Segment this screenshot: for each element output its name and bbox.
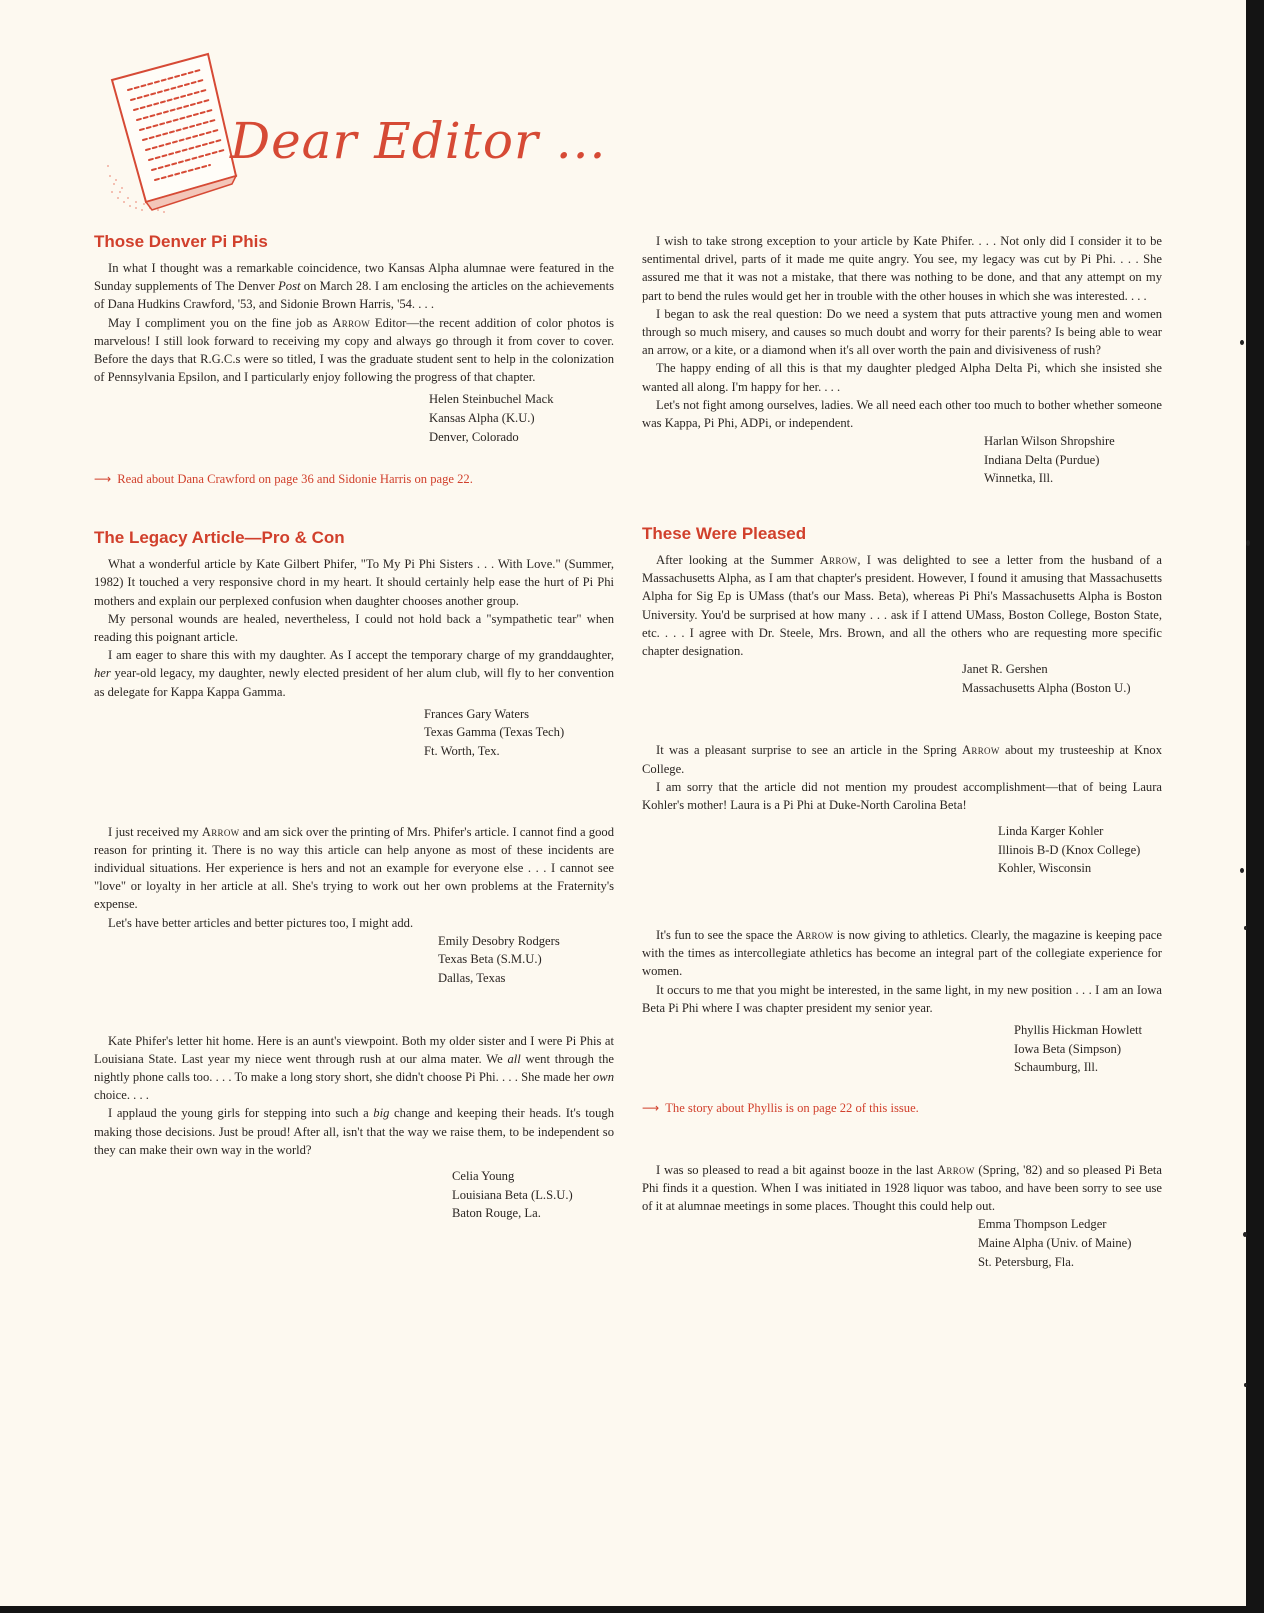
- arrow-right-icon: ⟶: [642, 1100, 660, 1115]
- letter-paragraph: My personal wounds are healed, nevertheless, I could not hold back a "sympathetic tear" when reading this poignant article.: [94, 611, 614, 645]
- letter-paragraph: Let's not fight among ourselves, ladies. We all need each other too much to bother whether someone was Kappa, Pi Phi, ADPi, or independent.: [642, 397, 1162, 431]
- letter-paragraph: I just received my Arrow and am sick over the printing of Mrs. Phifer's article. I cannot find a good reason for printing it. There is no way this article can help anyone as most of these incidents are individual situations. Her experience is hers and not an example for everyone else . . . I cannot see "love" or loyalty in her article at all. She's trying to work out her own problems at the Fraternity's expense.: [94, 824, 614, 912]
- letter-rodgers: [94, 823, 614, 932]
- letter-paragraph: Let's have better articles and better pictures too, I might add.: [108, 915, 414, 930]
- signature-ledger: [978, 1215, 1162, 1271]
- note-text: The story about Phyllis is on page 22 of this issue.: [665, 1100, 919, 1115]
- page-edge: [1246, 0, 1264, 1613]
- signature-line: Frances Gary Waters: [424, 706, 530, 721]
- letter-paragraph: What a wonderful article by Kate Gilbert Phifer, "To My Pi Phi Sisters . . . With Love." (Summer, 1982) It touched a very responsive chord in my heart. It should certainly help ease the hurt of Pi Phi mothers and explain our perplexed confusion when daughter chooses another group.: [94, 557, 614, 608]
- letter-paragraph: In what I thought was a remarkable coincidence, two Kansas Alpha alumnae were featured in the Sunday supplements of The Denver Post on March 28. I am enclosing the articles on the achievements of Dana Hudkins Crawford, '53, and Sidonie Brown Harris, '54. . . .: [94, 261, 614, 312]
- signature-line: Helen Steinbuchel Mack: [429, 392, 554, 407]
- signature-young: [452, 1167, 614, 1223]
- speck: [1246, 540, 1250, 546]
- signature-line: Indiana Delta (Purdue): [984, 452, 1100, 467]
- signature-line: Baton Rouge, La.: [452, 1206, 541, 1221]
- signature-line: Texas Beta (S.M.U.): [438, 952, 542, 967]
- letter-mack: [94, 259, 614, 386]
- signature-kohler: [998, 822, 1162, 878]
- signature-line: Schaumburg, Ill.: [1014, 1060, 1099, 1075]
- letter-ledger: [642, 1161, 1162, 1216]
- signature-line: Celia Young: [452, 1169, 515, 1184]
- signature-line: Louisiana Beta (L.S.U.): [452, 1187, 573, 1202]
- letter-gershen: [642, 551, 1162, 660]
- signature-line: Kansas Alpha (K.U.): [429, 411, 535, 426]
- section-title-denver: Those Denver Pi Phis: [94, 232, 268, 251]
- speck: [1244, 1383, 1247, 1387]
- signature-howlett: [1014, 1021, 1162, 1077]
- letter-paragraph: I am sorry that the article did not mention my proudest accomplishment—that of being Laura Kohler's mother! Laura is a Pi Phi at Duke-North Carolina Beta!: [642, 779, 1162, 813]
- signature-waters: [424, 705, 614, 761]
- arrow-right-icon: ⟶: [94, 472, 112, 487]
- signature-line: Illinois B-D (Knox College): [998, 842, 1141, 857]
- signature-line: Linda Karger Kohler: [998, 824, 1104, 839]
- section-title-legacy: The Legacy Article—Pro & Con: [94, 528, 345, 548]
- signature-gershen: [962, 660, 1162, 697]
- signature-line: Phyllis Hickman Howlett: [1014, 1023, 1143, 1038]
- speck: [1244, 926, 1247, 930]
- signature-line: St. Petersburg, Fla.: [978, 1254, 1074, 1269]
- letter-paragraph: May I compliment you on the fine job as Arrow Editor—the recent addition of color photos is marvelous! I still look forward to receiving my copy and always go through it from cover to cover. Before the days that R.G.C.s were so titled, I was the graduate student sent to help in the colonization of Pennsylvania Epsilon, and I particularly enjoy following the progress of that chapter.: [94, 315, 614, 385]
- letter-paragraph: I applaud the young girls for stepping into such a big change and keeping their heads. It's tough making those decisions. Just be proud! After all, isn't that the way we raise them, to be independent so they can make their own way in the world?: [94, 1106, 614, 1157]
- page-reference-note: [642, 1099, 1162, 1117]
- masthead: [100, 52, 607, 222]
- signature-mack: [429, 390, 614, 446]
- letter-paragraph: I began to ask the real question: Do we need a system that puts attractive young men and women through so much misery, and causes so much doubt and worry for their parents? Is being able to wear an arrow, or a kite, or a diamond when it's all over worth the pain and divisiveness of rush?: [642, 306, 1162, 358]
- signature-line: Kohler, Wisconsin: [998, 861, 1092, 876]
- letter-kohler: [642, 741, 1162, 814]
- note-text: Read about Dana Crawford on page 36 and Sidonie Harris on page 22.: [117, 472, 473, 487]
- masthead-title: Dear Editor ...: [230, 112, 607, 170]
- signature-line: Iowa Beta (Simpson): [1014, 1041, 1122, 1056]
- signature-line: Denver, Colorado: [429, 429, 519, 444]
- signature-line: Emma Thompson Ledger: [978, 1217, 1107, 1232]
- letter-paragraph: I am eager to share this with my daughter. As I accept the temporary charge of my granddaughter, her year-old legacy, my daughter, newly elected president of her alum club, will fly to her convention as delegate for Kappa Kappa Gamma.: [94, 648, 614, 699]
- signature-line: Janet R. Gershen: [962, 662, 1048, 677]
- left-column: [94, 232, 614, 1223]
- signature-line: Harlan Wilson Shropshire: [984, 434, 1115, 449]
- letter-paragraph: It's fun to see the space the Arrow is now giving to athletics. Clearly, the magazine is keeping pace with the times as intercollegiate athletics has become an integral part of the collegiate experience for women.: [642, 928, 1162, 979]
- page-edge-bottom: [0, 1606, 1264, 1613]
- signature-shropshire: [984, 432, 1162, 488]
- right-column: [642, 232, 1162, 1271]
- signature-line: Ft. Worth, Tex.: [424, 744, 500, 759]
- signature-line: Texas Gamma (Texas Tech): [424, 725, 565, 740]
- signature-rodgers: [438, 932, 614, 988]
- signature-line: Dallas, Texas: [438, 971, 506, 986]
- letter-young: [94, 1032, 614, 1159]
- letter-page-icon: [100, 52, 240, 217]
- letter-paragraph: I was so pleased to read a bit against booze in the last Arrow (Spring, '82) and so pleased Pi Beta Phi finds it a question. When I was initiated in 1928 liquor was taboo, and have been sorry to see use of it at alumnae meetings in some places. Thought this could help out.: [642, 1162, 1162, 1214]
- letter-paragraph: I wish to take strong exception to your article by Kate Phifer. . . . Not only did I consider it to be sentimental drivel, parts of it made me quite angry. You see, my legacy was cut by Pi Phi. . . . She assured me that it was not a mistake, that there was nothing to be done, and that any attempt on my part to bend the rules would get her in trouble with the other houses in which she was interested. . . .: [642, 234, 1162, 303]
- letter-paragraph: The happy ending of all this is that my daughter pledged Alpha Delta Pi, which she insisted she wanted all along. I'm happy for her. . . .: [642, 361, 1162, 394]
- letter-paragraph: It occurs to me that you might be interested, in the same light, in my new position . . . I am an Iowa Beta Pi Phi where I was chapter president my senior year.: [642, 982, 1162, 1015]
- letter-paragraph: Kate Phifer's letter hit home. Here is an aunt's viewpoint. Both my older sister and I were Pi Phis at Louisiana State. Last year my niece went through rush at our alma mater. We all went through the nightly phone calls too. . . . To make a long story short, she didn't choose Pi Phi. . . . She made her own choice. . . .: [94, 1033, 614, 1103]
- signature-line: Winnetka, Ill.: [984, 471, 1054, 486]
- speck: [1240, 868, 1244, 873]
- page-reference-note: [94, 470, 614, 488]
- signature-line: Massachusetts Alpha (Boston U.): [962, 680, 1131, 695]
- letter-waters: [94, 555, 614, 701]
- speck: [1240, 340, 1244, 345]
- letter-howlett: [642, 926, 1162, 1017]
- speck: [1243, 1232, 1247, 1237]
- letter-paragraph: After looking at the Summer Arrow, I was delighted to see a letter from the husband of a Massachusetts Alpha, as I am that chapter's president. However, I found it amusing that Massachusetts Alpha for Sig Ep is UMass (that's our Mass. Beta), whereas Pi Phi's Massachusetts Alpha is Boston University. You'd be surprised at how many . . . ask if I attend UMass, Boston College, Boston State, etc. . . . I agree with Dr. Steele, Mrs. Brown, and all the others who are requesting more specific chapter designation.: [642, 553, 1162, 659]
- section-title-pleased: These Were Pleased: [642, 524, 807, 544]
- signature-line: Maine Alpha (Univ. of Maine): [978, 1236, 1132, 1251]
- signature-line: Emily Desobry Rodgers: [438, 933, 560, 948]
- letter-shropshire: [642, 232, 1162, 432]
- letter-paragraph: It was a pleasant surprise to see an article in the Spring Arrow about my trusteeship at Knox College.: [642, 743, 1163, 776]
